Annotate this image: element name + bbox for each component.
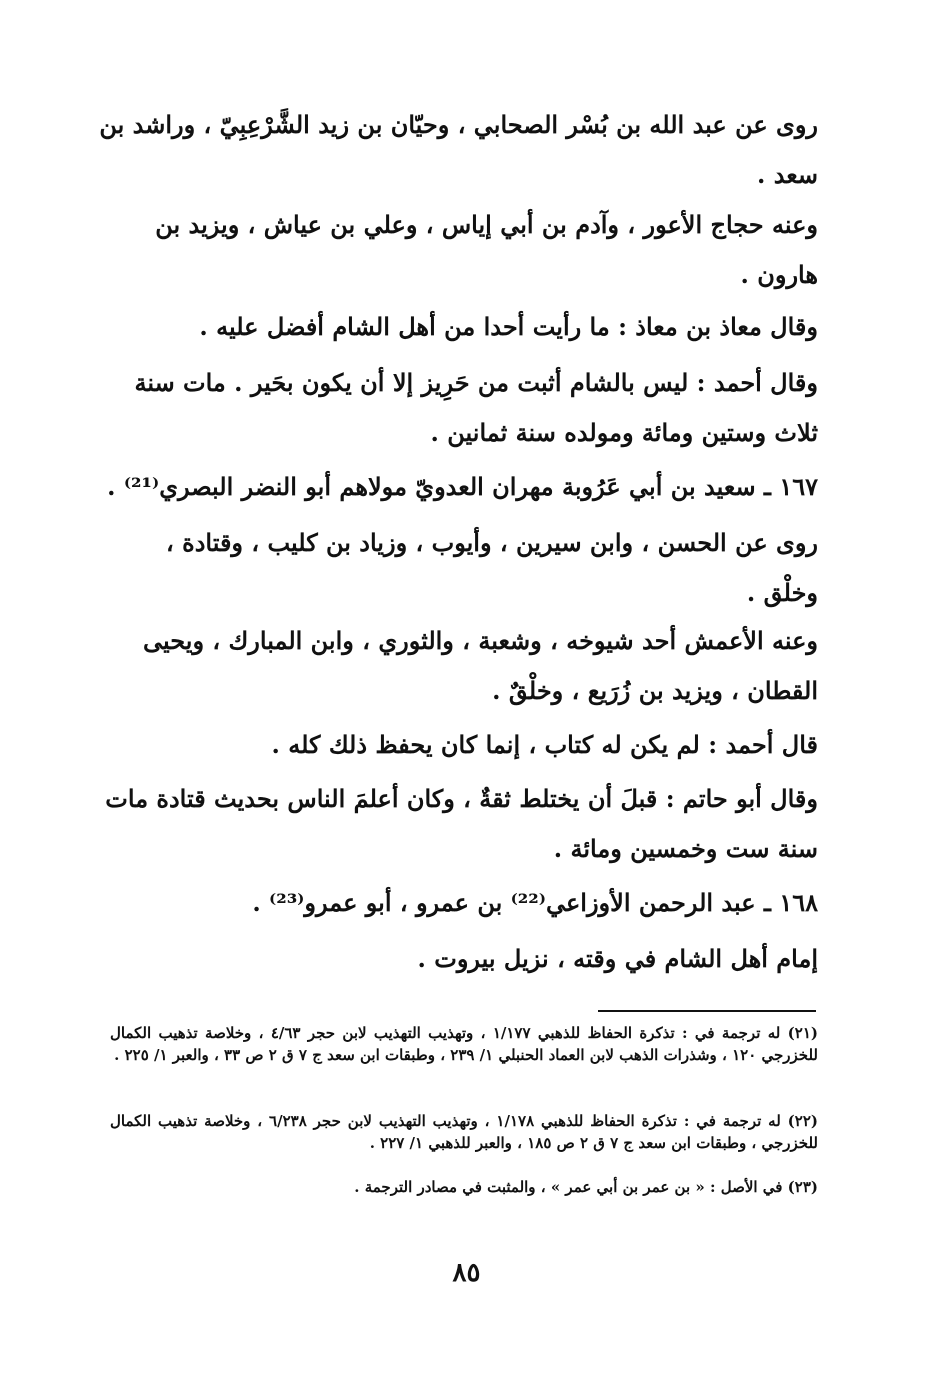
p6-line2: وخلْق . bbox=[746, 578, 818, 607]
p2-line1: وعنه حجاج الأعور ، وآدم بن أبي إياس ، وعلي بن عياش ، ويزيد بن bbox=[155, 210, 818, 239]
p9-line1: وقال أبو حاتم : قبلَ أن يختلط ثقةٌ ، وكان أعلمَ الناس بحديث قتادة مات bbox=[105, 784, 818, 813]
p7-line1: وعنه الأعمش أحد شيوخه ، وشعبة ، والثوري ، وابن المبارك ، ويحيى bbox=[143, 626, 818, 655]
entry-167-heading: ١٦٧ ـ سعيد بن أبي عَرُوبة مهران العدويّ مولاهم أبو النضر البصري⁽²¹⁾ . bbox=[107, 472, 818, 501]
p9-line2: سنة ست وخمسين ومائة . bbox=[553, 834, 818, 863]
footnote-21: (٢١) له ترجمة في : تذكرة الحفاظ للذهبي ١/١٧٧ ، وتهذيب التهذيب لابن حجر ٤/٦٣ ، وخلاصة تذهيب الكمال للخزرجي ١٢٠ ، وشذرات الذهب لابن العماد الحنبلي ١/ ٢٣٩ ، وطبقات ابن سعد ج ٧ ق ٢ ص ٣٣ ، والعبر ١/ ٢٢٥ . bbox=[110, 1024, 818, 1064]
p11-line1: إمام أهل الشام في وقته ، نزيل بيروت . bbox=[417, 944, 818, 973]
entry-168-heading: ١٦٨ ـ عبد الرحمن الأوزاعي⁽²²⁾ بن عمرو ، أبو عمرو⁽²³⁾ . bbox=[252, 888, 818, 917]
footnote-rule bbox=[598, 1010, 816, 1012]
page-number: ٨٥ bbox=[452, 1258, 481, 1288]
p4-line1: وقال أحمد : ليس بالشام أثبت من حَرِيز إلا أن يكون بحَير . مات سنة bbox=[134, 368, 818, 397]
p6-line1: روى عن الحسن ، وابن سيرين ، وأيوب ، وزياد بن كليب ، وقتادة ، bbox=[166, 528, 818, 557]
p4-line2: ثلاث وستين ومائة ومولده سنة ثمانين . bbox=[430, 418, 818, 447]
p3-line1: وقال معاذ بن معاذ : ما رأيت أحدا من أهل الشام أفضل عليه . bbox=[199, 312, 818, 341]
footnote-22: (٢٢) له ترجمة في : تذكرة الحفاظ للذهبي ١/١٧٨ ، وتهذيب التهذيب لابن حجر ٦/٢٣٨ ، وخلاصة تذهيب الكمال للخزرجي ، وطبقات ابن سعد ج ٧ ق ٢ ص ١٨٥ ، والعبر للذهبي ١/ ٢٢٧ . bbox=[110, 1112, 819, 1152]
footnote-23: (٢٣) في الأصل : « بن عمر بن أبي عمر » ، والمثبت في مصادر الترجمة . bbox=[354, 1178, 818, 1196]
p8-line1: قال أحمد : لم يكن له كتاب ، إنما كان يحفظ ذلك كله . bbox=[271, 730, 818, 759]
p1-line2: سعد . bbox=[757, 160, 818, 189]
p7-line2: القطان ، ويزيد بن زُرَيع ، وخلْقٌ . bbox=[492, 676, 818, 705]
p2-line2: هارون . bbox=[740, 260, 818, 289]
p1-line1: روى عن عبد الله بن بُسْر الصحابي ، وحيّان بن زيد الشَّرْعِبِيّ ، وراشد بن bbox=[99, 110, 818, 139]
